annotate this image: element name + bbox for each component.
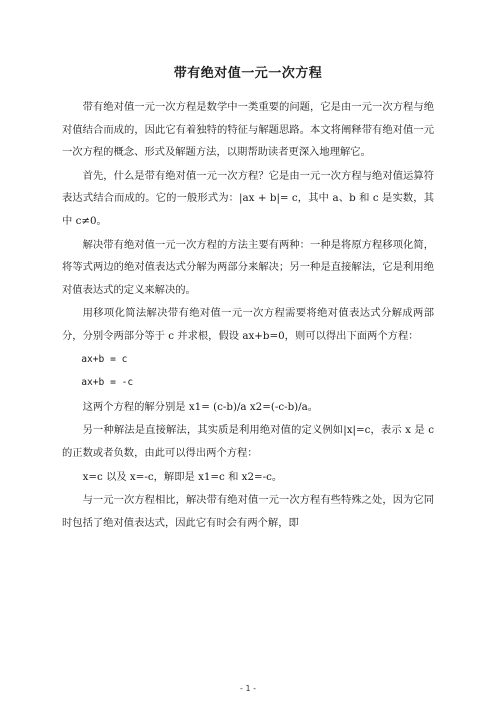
paragraph-definition: 首先，什么是带有绝对值一元一次方程？它是由一元一次方程与绝对值运算符表达式结合而成的。它的一般形式为：|ax + b|= c，其中 a、b 和 c 是实数，其中 c≠0。 [62,169,434,227]
paragraph-solutions: 这两个方程的解分别是 x1= (c-b)/a x2=(-c-b)/a。 [82,400,319,413]
document-title: 带有绝对值一元一次方程 [173,66,323,81]
paragraph-comparison: 与一元一次方程相比，解决带有绝对值一元一次方程有些特殊之处，因为它同时包括了绝对值表达式，因此它有时会有两个解，即 [62,494,434,529]
equation-negative: ax+b = -c [81,377,134,389]
paragraph-transposition: 用移项化简法解决带有绝对值一元一次方程需要将绝对值表达式分解成两部分，分别令两部分等于 c 并求根，假设 ax+b=0，则可以得出下面两个方程： [62,307,434,342]
paragraph-direct-solution: x=c 以及 x=-c，解即是 x1=c 和 x2=-c。 [82,470,283,483]
equation-positive: ax+b = c [81,353,128,365]
document-body [62,96,434,535]
paragraph-intro: 带有绝对值一元一次方程是数学中一类重要的问题，它是由一元一次方程与绝对值结合而成的，因此它有着独特的特征与解题思路。本文将阐释带有绝对值一元一次方程的概念、形式及解题方法，以期帮助读者更深入地理解它。 [62,101,434,159]
paragraph-direct-method: 另一种解法是直接解法，其实质是利用绝对值的定义例如|x|=c，表示 x 是 c 的正数或者负数，由此可以得出两个方程： [62,424,434,459]
page-number: - 1 - [240,684,256,693]
paragraph-methods: 解决带有绝对值一元一次方程的方法主要有两种：一种是将原方程移项化简，将等式两边的绝对值表达式分解为两部分来解决；另一种是直接解法，它是利用绝对值表达式的定义来解决的。 [62,238,434,296]
